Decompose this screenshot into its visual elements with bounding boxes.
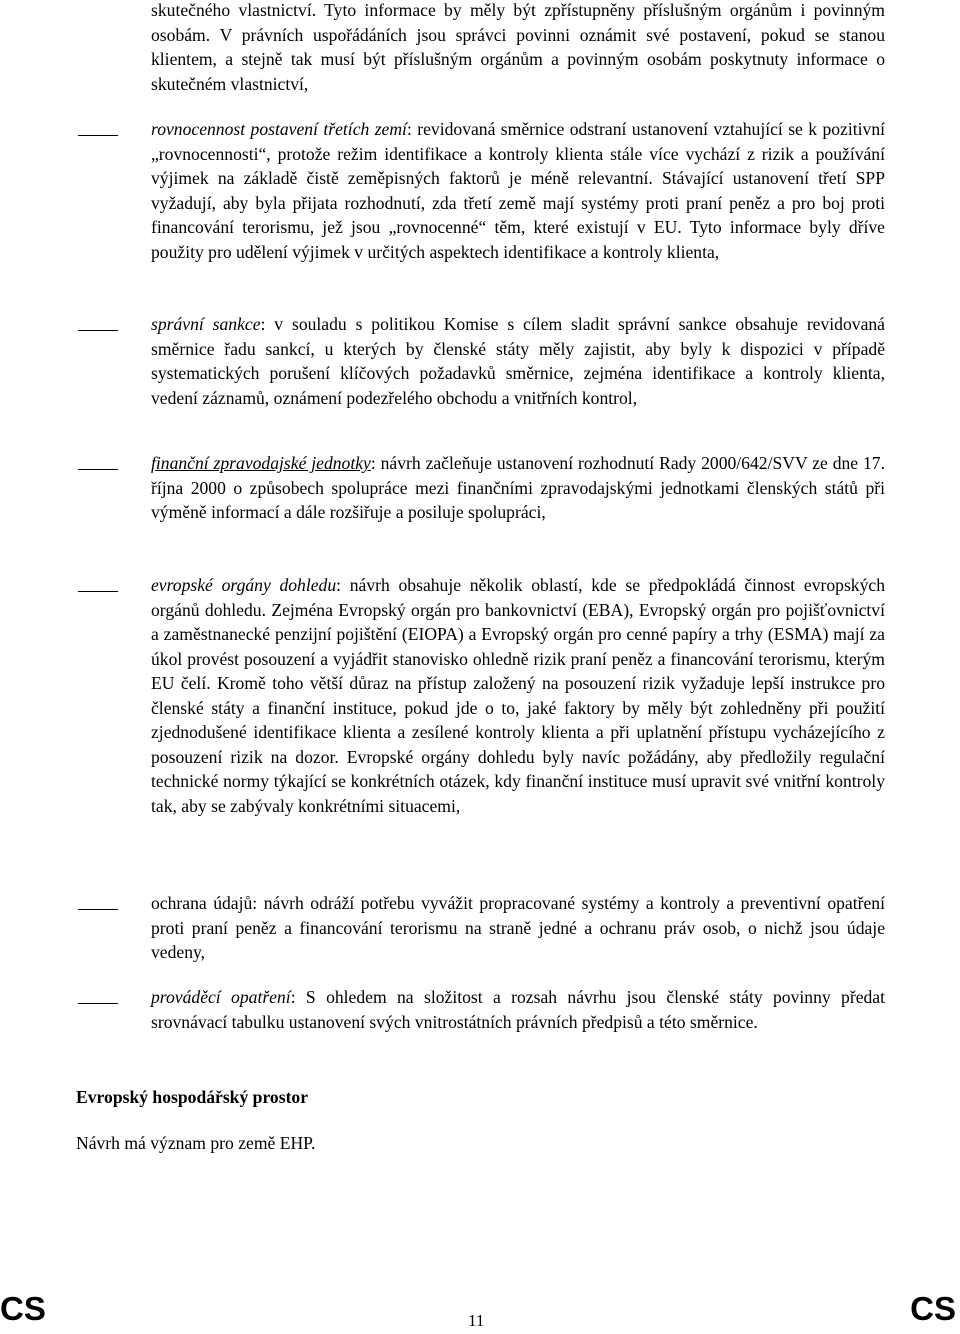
list-item xyxy=(151,985,885,1034)
item-text: : návrh obsahuje několik oblastí, kde se předpokládá činnost evropských orgánů dohledu. Zejména Evropský orgán pro bankovnictví (EBA), Evropský orgán pro pojišťovnictví a zaměstnanecké penzijní pojištění (EIOPA) a Evropský orgán pro cenné papíry a trhy (ESMA) mají za úkol provést posouzení a vyjádřit stanovisko ohledně rizik praní peněz a financování terorismu, kterým EU čelí. Kromě toho větší důraz na přístup založený na posouzení rizik vyžaduje lepší instrukce pro členské státy a finanční instituce, pokud jde o to, jaké faktory by měly být zohledněny při použití zjednodušené identifikace klienta a zesílené kontroly klienta a při uplatnění přístupu vycházejícího z posouzení rizik na dozor. Evropské orgány dohledu byly navíc požádány, aby předložily regulační technické normy týkající se konkrétních otázek, kdy finanční instituce musí upravit své vnitřní kontroly tak, aby se zabývaly konkrétními situacemi, xyxy=(151,575,885,816)
item-term: rovnocennost postavení třetích zemí xyxy=(151,119,407,139)
list-item xyxy=(151,312,885,410)
bullet-dash xyxy=(78,909,118,910)
bullet-dash xyxy=(78,330,118,331)
item-text: : v souladu s politikou Komise s cílem sladit správní sankce obsahuje revidovaná směrnice řadu sankcí, u kterých by členské státy měly zajistit, aby byly k dispozici v případě systematických porušení klíčových požadavků směrnice, zejména identifikace a kontroly klienta, vedení záznamů, oznámení podezřelého obchodu a vnitřních kontrol, xyxy=(151,314,885,408)
item-term: evropské orgány dohledu xyxy=(151,575,337,595)
item-term: ochrana údajů xyxy=(151,893,253,913)
footer-language-left: CS xyxy=(0,1290,46,1327)
section-text: Návrh má význam pro země EHP. xyxy=(76,1133,316,1153)
continuation-paragraph: skutečného vlastnictví. Tyto informace by měly být zpřístupněny příslušným orgánům i povinným osobám. V právních uspořádáních jsou správci povinni oznámit své postavení, pokud se stanou klientem, a stejně tak musí být příslušným orgánům a povinným osobám poskytnuty informace o skutečném vlastnictví, xyxy=(151,0,885,94)
list-item xyxy=(151,117,885,264)
list-item xyxy=(151,451,885,525)
bullet-dash xyxy=(78,469,118,470)
bullet-dash xyxy=(78,1003,118,1004)
item-term: správní sankce xyxy=(151,314,261,334)
item-term: prováděcí opatření xyxy=(151,987,291,1007)
list-item xyxy=(151,573,885,818)
item-text: : návrh začleňuje ustanovení rozhodnutí Rady 2000/642/SVV ze dne 17. října 2000 o způsobech spolupráce mezi finančními zpravodajskými jednotkami členských států při výměně informací a dále rozšiřuje a posiluje spolupráci, xyxy=(151,453,885,522)
bullet-dash xyxy=(78,591,118,592)
item-text: : revidovaná směrnice odstraní ustanovení vztahující se k pozitivní „rovnocennosti“, protože režim identifikace a kontroly klienta stále více vychází z rizik a používání výjimek na základě čistě zeměpisných faktorů je méně relevantní. Stávající ustanovení třetí SPP vyžadují, aby byla přijata rozhodnutí, zda třetí země mají systémy proti praní peněz a pro boj proti financování terorismu, jež jsou „rovnocenné“ těm, které existují v EU. Tyto informace byly dříve použity pro udělení výjimek v určitých aspektech identifikace a kontroly klienta, xyxy=(151,119,886,262)
section-heading: Evropský hospodářský prostor xyxy=(76,1087,309,1107)
bullet-dash xyxy=(78,135,118,136)
list-item xyxy=(151,891,885,965)
item-text: : S ohledem na složitost a rozsah návrhu jsou členské státy povinny předat srovnávací tabulku ustanovení svých vnitrostátních právních předpisů a této směrnice. xyxy=(151,987,885,1032)
page-number: 11 xyxy=(468,1311,485,1330)
item-text: : návrh odráží potřebu vyvážit propracované systémy a kontroly a preventivní opatření proti praní peněz a financování terorismu na straně jedné a ochranu práv osob, o nichž jsou údaje vedeny, xyxy=(151,893,885,962)
item-term: finanční zpravodajské jednotky xyxy=(151,453,371,473)
footer-language-right: CS xyxy=(910,1290,956,1327)
